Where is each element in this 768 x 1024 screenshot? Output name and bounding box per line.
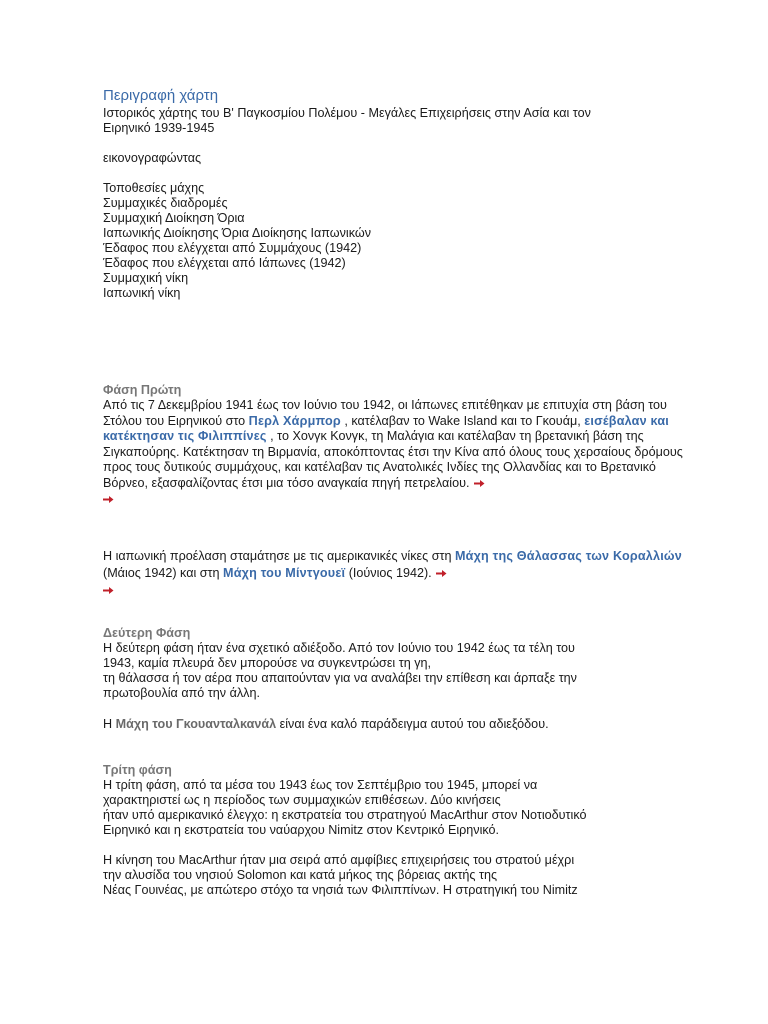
text-span: Η bbox=[103, 717, 116, 731]
advance-section bbox=[103, 548, 703, 595]
phase-one-text bbox=[103, 398, 703, 491]
phase-one-heading: Φάση Πρώτη bbox=[103, 383, 182, 397]
text-span: , κατέλαβαν το Wake Island και το Γκουάμ, bbox=[340, 413, 585, 428]
paragraph-line: Η τρίτη φάση, από τα μέσα του 1943 έως τον Σεπτέμβριο του 1945, μπορεί να bbox=[103, 778, 538, 792]
arrow-row bbox=[103, 582, 703, 595]
text-span: Η ιαπωνική προέλαση σταμάτησε με τις αμερικανικές νίκες στη bbox=[103, 549, 455, 563]
text-span: είναι ένα καλό παράδειγμα αυτού του αδιεξόδου. bbox=[276, 717, 549, 731]
midway-link[interactable]: Μάχη του Μίντγουεϊ bbox=[223, 566, 346, 580]
legend-list bbox=[103, 181, 703, 301]
paragraph-line: 1943, καμία πλευρά δεν μπορούσε να συγκεντρώσει τη γη, bbox=[103, 656, 432, 670]
paragraph-line: Η δεύτερη φάση ήταν ένα σχετικό αδιέξοδο. Από τον Ιούνιο του 1942 έως τα τέλη του bbox=[103, 641, 575, 655]
legend-item: Συμμαχική νίκη bbox=[103, 271, 189, 285]
legend-item: Έδαφος που ελέγχεται από Συμμάχους (1942) bbox=[103, 241, 362, 255]
arrow-right-icon[interactable] bbox=[474, 479, 485, 488]
phase-two-heading: Δεύτερη Φάση bbox=[103, 626, 191, 640]
guadalcanal-text bbox=[103, 717, 703, 732]
phase-three-section bbox=[103, 763, 703, 898]
legend-item: Ιαπωνικής Διοίκησης Όρια Διοίκησης Ιαπωνικών bbox=[103, 226, 371, 240]
pearl-harbor-link[interactable]: Περλ Χάρμπορ bbox=[248, 413, 341, 428]
coral-sea-link[interactable]: Μάχη της Θάλασσας των Κοραλλιών bbox=[454, 549, 682, 563]
legend-item: Ιαπωνική νίκη bbox=[103, 286, 181, 300]
legend-item: Συμμαχική Διοίκηση Όρια bbox=[103, 211, 245, 225]
legend-item: Τοποθεσίες μάχης bbox=[103, 181, 205, 195]
legend-item: Έδαφος που ελέγχεται από Ιάπωνες (1942) bbox=[103, 256, 346, 270]
arrow-right-icon[interactable] bbox=[436, 569, 447, 578]
text-span: , το Χονγκ Κονγκ, τη Μαλάγια και κατέλαβαν τη βρετανική βάση της Σιγκαπούρης. Κατέκτησαν τη Βιρμανία, αποκόπτοντας έτσι την Κίνα από όλους τους χερσαίους δρόμους προς τους δυτικούς συμμάχους, και κατέλαβαν τις Ανατολικές Ινδίες της Ολλανδίας και το Βρετανικό Βόρνεο, εξασφαλίζοντας έτσι μια τόσο αναγκαία πηγή πετρελαίου. bbox=[103, 429, 683, 490]
paragraph-line: Η κίνηση του MacArthur ήταν μια σειρά από αμφίβιες επιχειρήσεις του στρατού μέχρι bbox=[103, 853, 575, 867]
paragraph-line: Νέας Γουινέας, με απώτερο στόχο τα νησιά των Φιλιππίνων. Η στρατηγική του Nimitz bbox=[103, 883, 578, 897]
map-description bbox=[103, 86, 703, 898]
legend-item: Συμμαχικές διαδρομές bbox=[103, 196, 228, 210]
arrow-right-icon[interactable] bbox=[103, 586, 114, 595]
text-span: (Μάιος 1942) και στη bbox=[103, 566, 224, 580]
paragraph-line: Ειρηνικό και η εκστρατεία του ναύαρχου Nimitz στον Κεντρικό Ειρηνικό. bbox=[103, 823, 500, 837]
subtitle-line: Ειρηνικό 1939-1945 bbox=[103, 121, 215, 135]
text-span: (Ιούνιος 1942). bbox=[345, 566, 432, 580]
paragraph-line: πρωτοβουλία από την άλλη. bbox=[103, 686, 260, 700]
paragraph-line: την αλυσίδα του νησιού Solomon και κατά μήκος της βόρειας ακτής της bbox=[103, 868, 498, 882]
guadalcanal-link[interactable]: Μάχη του Γκουανταλκανάλ bbox=[115, 717, 277, 731]
arrow-row bbox=[103, 491, 703, 504]
phase-two-section bbox=[103, 626, 703, 732]
phase-three-heading: Τρίτη φάση bbox=[103, 763, 172, 777]
page-title: Περιγραφή χάρτη bbox=[103, 87, 219, 104]
paragraph-line: χαρακτηριστεί ως η περίοδος των συμμαχικών επιθέσεων. Δύο κινήσεις bbox=[103, 793, 501, 807]
illustrating-label: εικονογραφώντας bbox=[103, 151, 202, 165]
text-span: Από τις 7 Δεκεμβρίου 1941 έως τον Ιούνιο του 1942, οι Ιάπωνες επιτέθηκαν με επιτυχία στη βάση του Στόλου του Ειρηνικού στο bbox=[103, 398, 667, 428]
paragraph-line: τη θάλασσα ή τον αέρα που απαιτούνταν για να αναλάβει την επίθεση και άρπαξε την bbox=[103, 671, 577, 685]
phase-one-section bbox=[103, 383, 703, 504]
subtitle-line: Ιστορικός χάρτης του Β' Παγκοσμίου Πολέμου - Μεγάλες Επιχειρήσεις στην Ασία και τον bbox=[103, 106, 591, 120]
arrow-right-icon[interactable] bbox=[103, 495, 114, 504]
paragraph-line: ήταν υπό αμερικανικό έλεγχο: η εκστρατεία του στρατηγού MacArthur στον Νοτιοδυτικό bbox=[103, 808, 587, 822]
advance-text bbox=[103, 548, 703, 582]
philippines-link[interactable]: εισέβαλαν και κατέκτησαν τις Φιλιππίνες bbox=[103, 413, 669, 443]
